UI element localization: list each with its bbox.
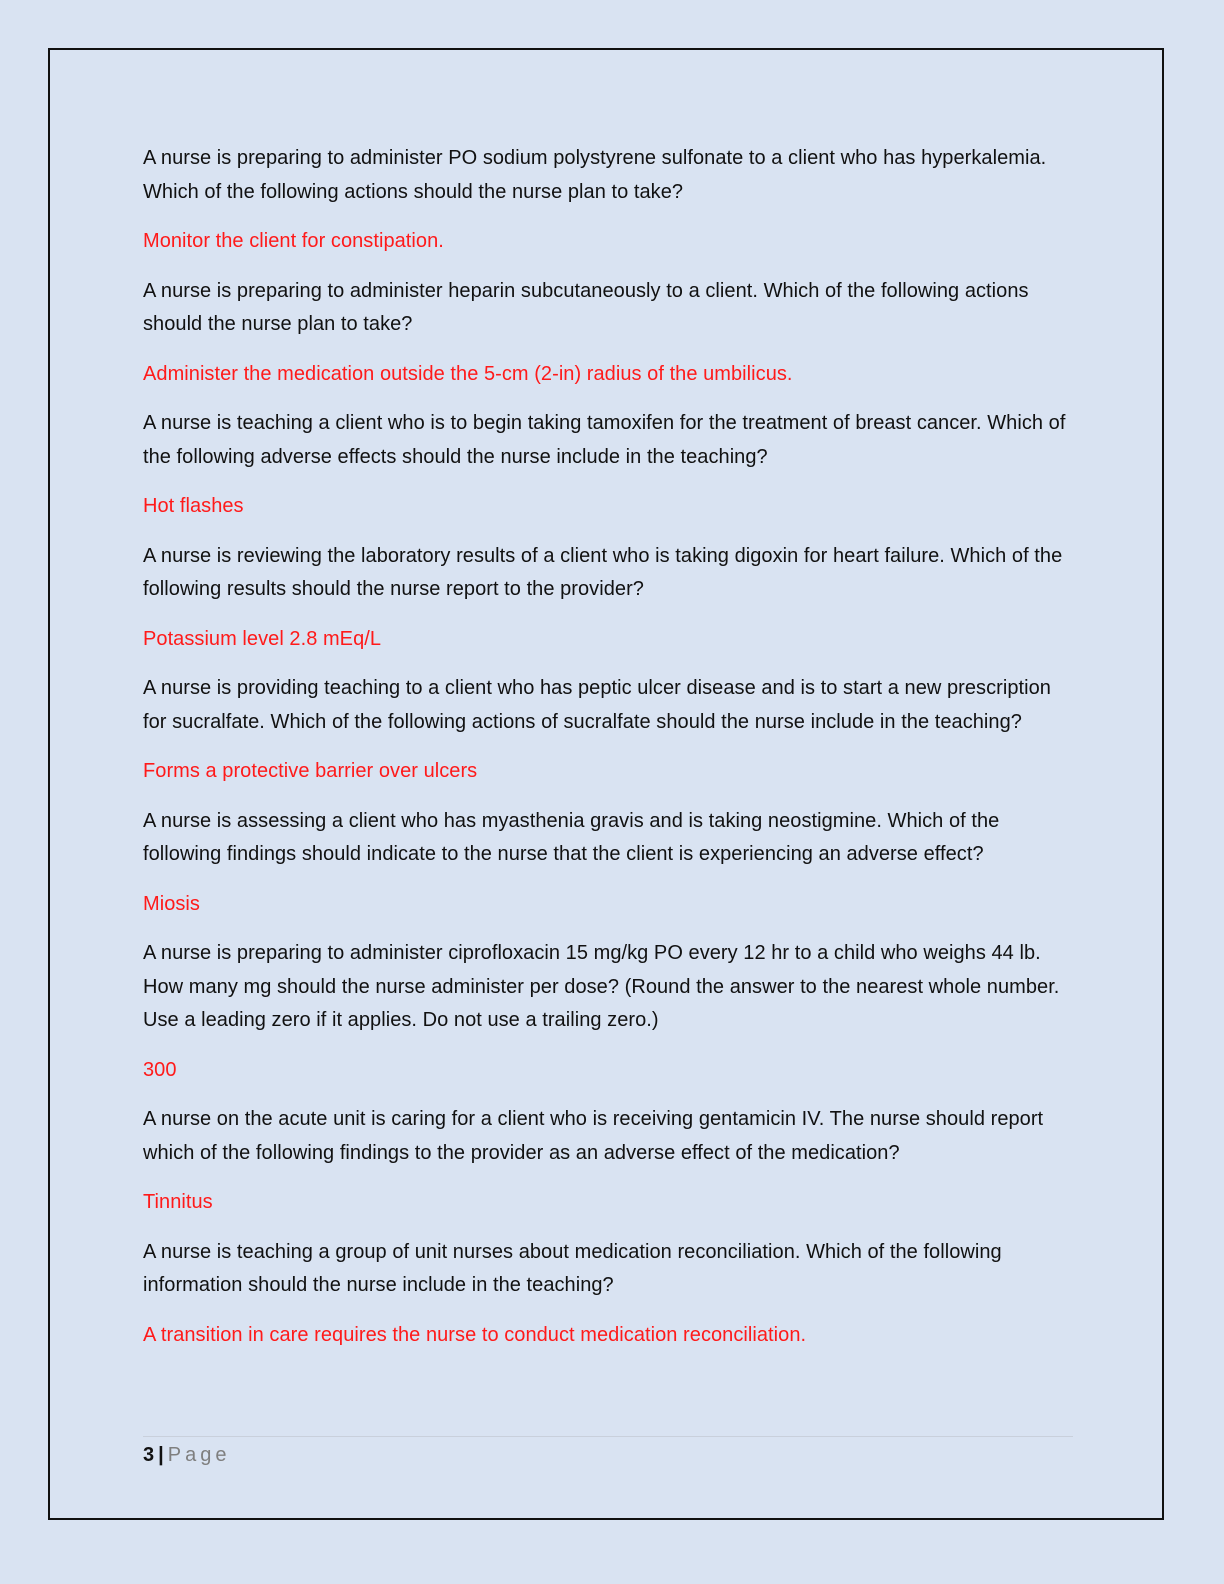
qa-item [143,805,1073,922]
question-text: A nurse is teaching a group of unit nurses about medication reconciliation. Which of the following information should the nurse include in the teaching? [143,1240,1002,1296]
answer-text: Tinnitus [143,1191,213,1213]
answer-text: Hot flashes [143,495,244,517]
page-number: 3 [143,1444,155,1466]
question-text: A nurse is preparing to administer ciprofloxacin 15 mg/kg PO every 12 hr to a child who weighs 44 lb. How many mg should the nurse administer per dose? (Round the answer to the nearest whole number. Use a leading zero if it applies. Do not use a trailing zero.) [143,942,1060,1031]
question-text: A nurse is providing teaching to a client who has peptic ulcer disease and is to start a new prescription for sucralfate. Which of the following actions of sucralfate should the nurse include in the teaching? [143,677,1051,733]
qa-item [143,1103,1073,1220]
page-footer [143,1436,1073,1469]
answer-text: Forms a protective barrier over ulcers [143,760,478,782]
qa-item [143,275,1073,392]
qa-item [143,142,1073,259]
page-separator: | [158,1444,164,1466]
document-content [143,142,1073,1368]
qa-item [143,1236,1073,1353]
qa-item [143,407,1073,524]
answer-text: Monitor the client for constipation. [143,230,444,252]
qa-item [143,937,1073,1087]
question-text: A nurse is preparing to administer heparin subcutaneously to a client. Which of the following actions should the nurse plan to take? [143,279,1029,335]
question-text: A nurse is assessing a client who has myasthenia gravis and is taking neostigmine. Which of the following findings should indicate to the nurse that the client is experiencing an adverse effect? [143,809,1000,865]
question-text: A nurse on the acute unit is caring for a client who is receiving gentamicin IV. The nurse should report which of the following findings to the provider as an adverse effect of the medication? [143,1108,1044,1164]
answer-text: Administer the medication outside the 5-cm (2-in) radius of the umbilicus. [143,362,793,385]
question-text: A nurse is reviewing the laboratory results of a client who is taking digoxin for heart failure. Which of the following results should the nurse report to the provider? [143,544,1063,600]
page-label: Page [167,1444,231,1466]
answer-text: Miosis [143,892,200,915]
answer-text: 300 [143,1058,177,1081]
answer-text: Potassium level 2.8 mEq/L [143,627,382,650]
qa-item [143,672,1073,789]
answer-text: A transition in care requires the nurse to conduct medication reconciliation. [143,1323,807,1346]
question-text: A nurse is preparing to administer PO sodium polystyrene sulfonate to a client who has hyperkalemia. Which of the following actions should the nurse plan to take? [143,147,1047,203]
question-text: A nurse is teaching a client who is to begin taking tamoxifen for the treatment of breast cancer. Which of the following adverse effects should the nurse include in the teaching? [143,412,1066,468]
qa-item [143,540,1073,657]
